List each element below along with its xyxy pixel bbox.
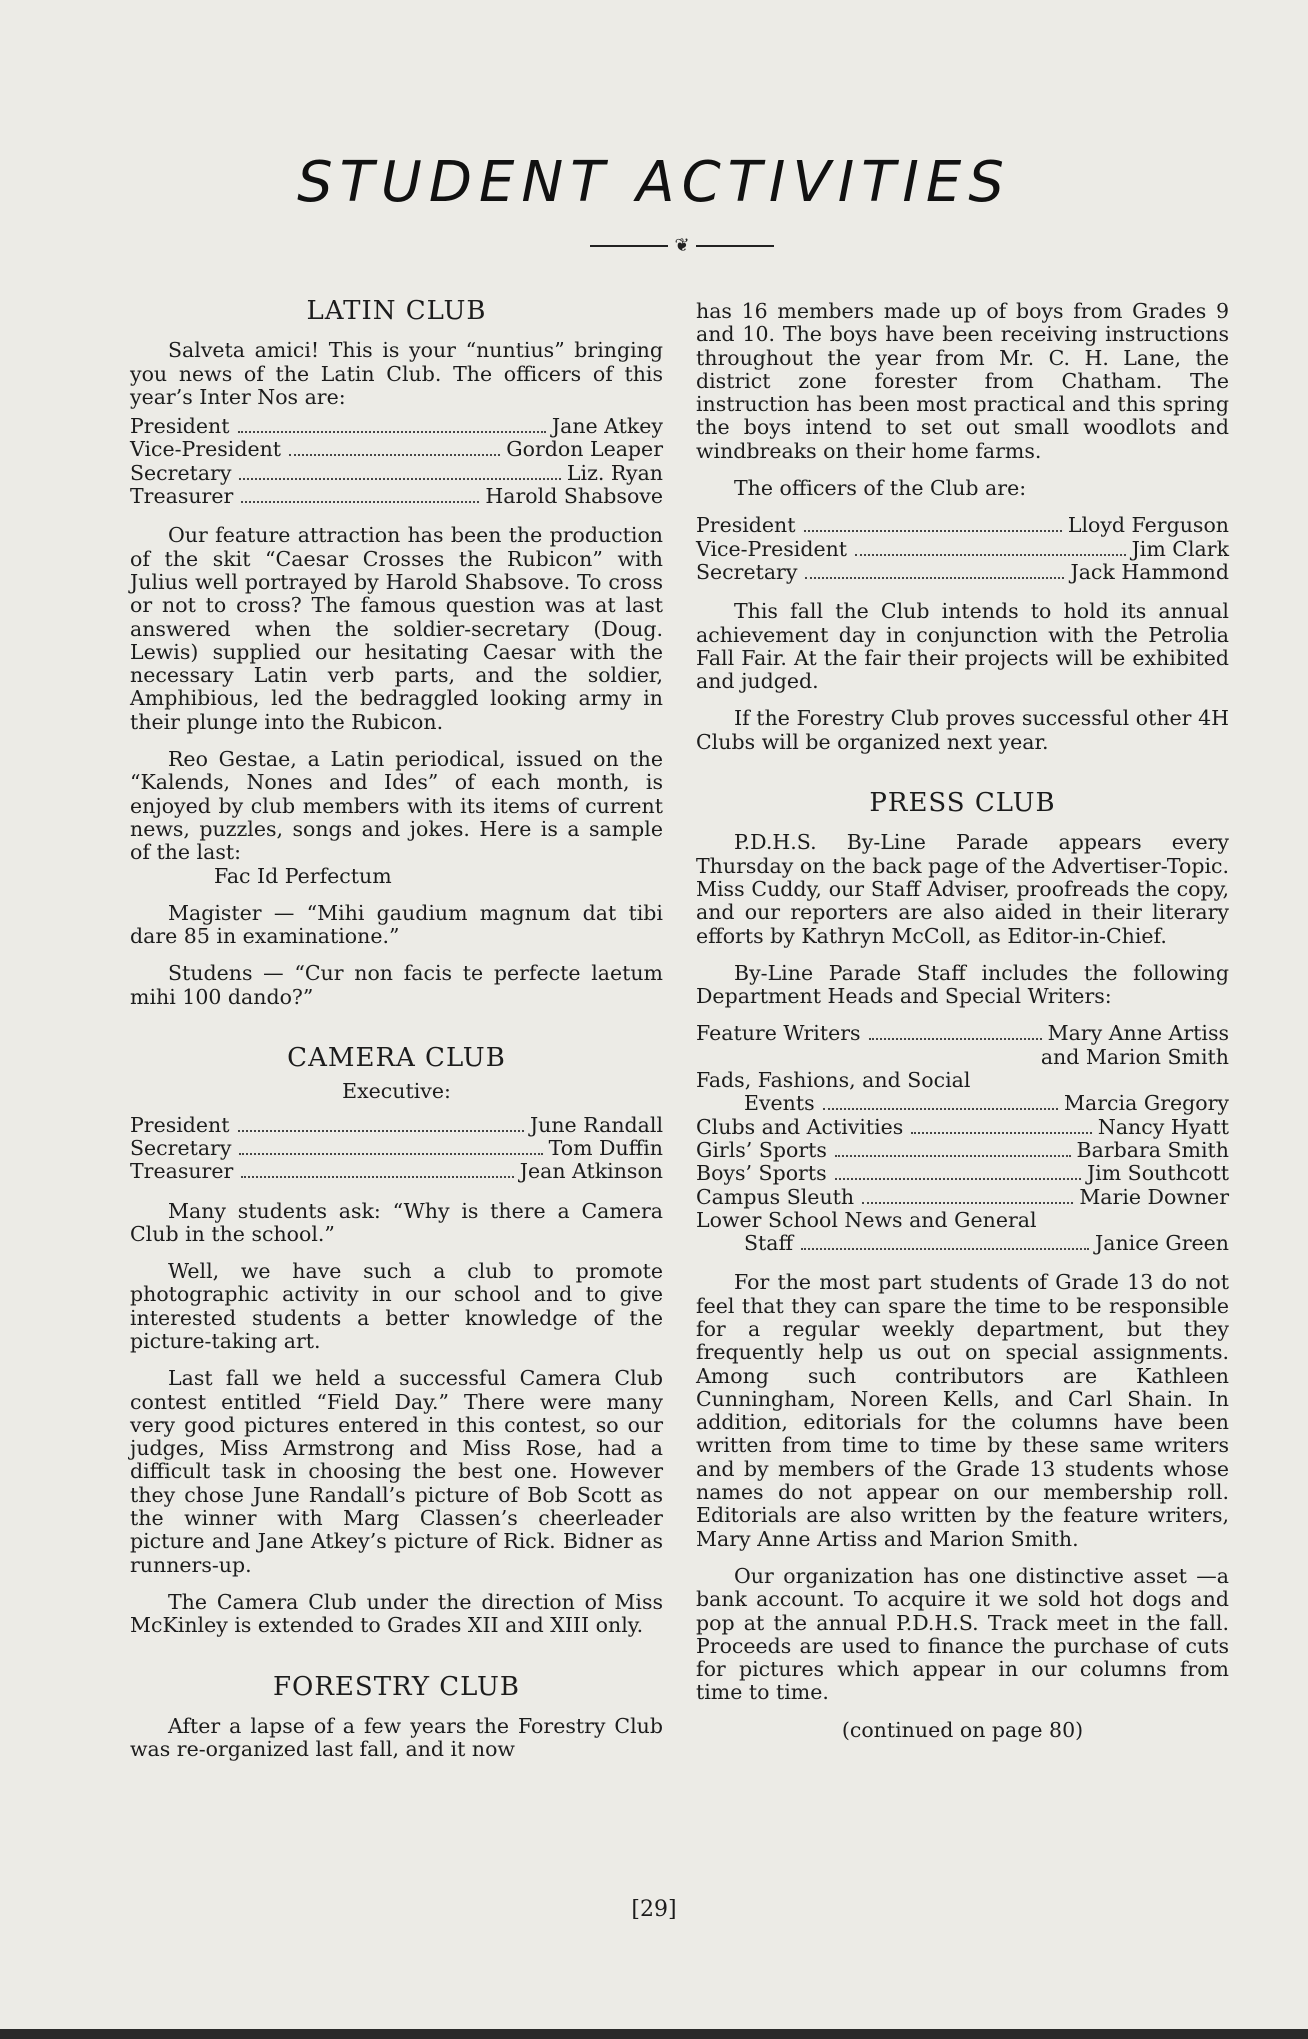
leader-dots	[239, 478, 560, 480]
leader-dots	[241, 1176, 513, 1178]
flourish-icon: ❦	[674, 235, 690, 256]
staff-name: Marcia Gregory	[1064, 1091, 1229, 1116]
forestry-club-officers-intro: The officers of the Club are:	[734, 476, 1027, 501]
officer-role: Secretary	[130, 1135, 232, 1160]
latin-club-sample-title: Fac Id Perfectum	[214, 863, 392, 888]
officer-role: Secretary	[130, 460, 232, 485]
officer-name: Gordon Leaper	[506, 437, 663, 462]
camera-club-subheading: Executive:	[342, 1079, 451, 1104]
leader-dots	[804, 530, 1062, 532]
staff-name: Janice Green	[1095, 1231, 1229, 1256]
press-club-paragraph: By-Line Parade Staff includes the following Department Heads and Special Writers:	[696, 960, 1229, 1009]
leader-dots	[239, 1153, 542, 1155]
latin-club-intro: Salveta amici! This is your “nuntius” bringing you news of the Latin Club. The officers of this year’s Inter Nos are:	[130, 338, 663, 409]
staff-role: Campus Sleuth	[696, 1184, 855, 1209]
right-column	[696, 300, 1229, 1756]
leader-dots	[801, 1248, 1089, 1250]
latin-club-heading: LATIN CLUB	[306, 296, 487, 326]
officer-role: Vice-President	[696, 536, 848, 561]
officer-role: President	[696, 513, 796, 538]
officer-row	[130, 415, 663, 438]
officer-name: Harold Shabsove	[485, 484, 663, 509]
staff-name: Jim Southcott	[1086, 1161, 1229, 1186]
officer-role: Vice-President	[130, 437, 282, 462]
officer-row	[696, 538, 1229, 561]
leader-dots	[805, 577, 1064, 579]
officer-row	[130, 1114, 663, 1137]
staff-role: Girls’ Sports	[696, 1137, 827, 1162]
leader-dots	[835, 1155, 1071, 1157]
forestry-club-heading: FORESTRY CLUB	[272, 1671, 521, 1702]
officer-name: Jim Clark	[1131, 536, 1229, 561]
leader-dots	[862, 1202, 1073, 1204]
officer-name: Jean Atkinson	[519, 1159, 663, 1184]
officer-name: Lloyd Ferguson	[1067, 513, 1229, 538]
officer-name: June Randall	[529, 1112, 663, 1137]
leader-dots	[911, 1132, 1092, 1134]
staff-role-line: Lower School News and General	[696, 1207, 1037, 1232]
camera-club-paragraph: Last fall we held a successful Camera Club contest entitled “Field Day.” There were many very good pictures entered in this contest, so our judges, Miss Armstrong and Miss Rose, had a difficult task in choosing the best one. However they chose June Randall’s picture of Bob Scott as the winner with Marg Classen’s cheerleader picture and Jane Atkey’s picture of Rick. Bidner as runners-up.	[130, 1366, 663, 1577]
camera-club-paragraph: Many students ask: “Why is there a Camera Club in the school.”	[130, 1198, 663, 1246]
staff-role: Staff	[744, 1231, 794, 1256]
press-club-heading: PRESS CLUB	[869, 788, 1056, 819]
latin-club-paragraph: Reo Gestae, a Latin periodical, issued on the “Kalends, Nones and Ides” of each month, is enjoyed by club members with its items of current news, puzzles, songs and jokes. Here is a sample of the last:	[130, 747, 663, 865]
page-number: [29]	[631, 1897, 677, 1922]
staff-role: Feature Writers	[696, 1021, 861, 1046]
bottom-edge-bar	[0, 2029, 1308, 2039]
officer-row	[130, 438, 663, 461]
staff-row	[696, 1232, 1229, 1255]
officer-role: Treasurer	[130, 1159, 234, 1184]
officer-row	[130, 1160, 663, 1183]
forestry-club-officers	[696, 514, 1229, 584]
officer-role: President	[130, 414, 230, 439]
divider-ornament	[590, 236, 774, 256]
staff-name: Barbara Smith	[1076, 1137, 1229, 1162]
divider-rule-right	[696, 245, 774, 247]
staff-name: Mary Anne Artiss	[1047, 1021, 1229, 1046]
leader-dots	[238, 1130, 524, 1132]
camera-club-heading: CAMERA CLUB	[287, 1043, 506, 1074]
officer-row	[130, 485, 663, 508]
officer-row	[696, 561, 1229, 584]
leader-dots	[289, 454, 500, 456]
officer-name: Jack Hammond	[1070, 559, 1229, 584]
officer-row	[696, 514, 1229, 537]
officer-role: President	[130, 1112, 230, 1137]
press-club-staff	[696, 1022, 1229, 1255]
officer-name: Jane Atkey	[551, 414, 663, 439]
leader-dots	[835, 1178, 1081, 1180]
latin-club-paragraph: Studens — “Cur non facis te perfecte laetum mihi 100 dando?”	[130, 961, 663, 1009]
officer-role: Secretary	[696, 559, 798, 584]
staff-row	[696, 1116, 1229, 1139]
camera-club-officers	[130, 1114, 663, 1184]
press-club-paragraph: For the most part students of Grade 13 do not feel that they can spare the time to be responsible for a regular weekly department, but they frequently help us out on special assignments. Among such contributors are Kathleen Cunningham, Noreen Kells, and Carl Shain. In addition, editorials for the columns have been written from time to time by these same writers and by members of the Grade 13 students whose names do not appear on our membership roll. Editorials are also written by the feature writers, Mary Anne Artiss and Marion Smith.	[696, 1270, 1229, 1551]
leader-dots	[823, 1108, 1058, 1110]
forestry-club-paragraph-continued: has 16 members made up of boys from Grades 9 and 10. The boys have been receiving instructions throughout the year from Mr. C. H. Lane, the district zone forester from Chatham. The instruction has been most practical and this spring the boys intend to set out small woodlots and windbreaks on their home farms.	[696, 299, 1229, 463]
staff-name: Nancy Hyatt	[1097, 1114, 1229, 1139]
leader-dots	[869, 1038, 1042, 1040]
latin-club-paragraph: Magister — “Mihi gaudium magnum dat tibi dare 85 in examinatione.”	[130, 900, 663, 949]
leader-dots	[241, 501, 479, 503]
staff-name: Marie Downer	[1079, 1184, 1229, 1209]
press-club-paragraph: P.D.H.S. By-Line Parade appears every Thursday on the back page of the Advertiser-Topic. Miss Cuddy, our Staff Adviser, proofreads the copy, and our reporters are also aided in their literary efforts by Kathryn McColl, as Editor-in-Chief.	[696, 830, 1229, 948]
staff-row	[696, 1162, 1229, 1185]
staff-role-line: Fads, Fashions, and Social	[696, 1068, 971, 1093]
page-title: STUDENT ACTIVITIES	[297, 150, 1011, 215]
staff-role: Boys’ Sports	[696, 1161, 827, 1186]
officer-row	[130, 462, 663, 485]
staff-row	[696, 1092, 1229, 1115]
forestry-club-paragraph-start: After a lapse of a few years the Forestry Club was re-organized last fall, and it now	[130, 1714, 663, 1762]
forestry-club-paragraph: If the Forestry Club proves successful other 4H Clubs will be organized next year.	[696, 706, 1229, 754]
officer-name: Liz. Ryan	[566, 460, 663, 485]
leader-dots	[238, 431, 546, 433]
staff-row	[696, 1186, 1229, 1209]
continued-note: (continued on page 80)	[841, 1717, 1084, 1742]
divider-rule-left	[590, 245, 668, 247]
officer-name: Tom Duffin	[548, 1135, 663, 1160]
staff-role: Events	[744, 1091, 815, 1116]
officer-role: Treasurer	[130, 484, 234, 509]
left-column	[130, 296, 663, 1775]
leader-dots	[855, 554, 1126, 556]
latin-club-officers	[130, 415, 663, 508]
latin-club-paragraph: Our feature attraction has been the production of the skit “Caesar Crosses the Rubicon” with Julius well portrayed by Harold Shabsove. To cross or not to cross? The famous question was at last answered when the soldier-secretary (Doug. Lewis) supplied our hesitating Caesar with the necessary Latin verb parts, and the soldier, Amphibious, led the bedraggled looking army in their plunge into the Rubicon.	[130, 523, 663, 734]
forestry-club-paragraph: This fall the Club intends to hold its annual achievement day in conjunction with the Petrolia Fall Fair. At the fair their projects will be exhibited and judged.	[696, 599, 1229, 694]
staff-row	[696, 1022, 1229, 1045]
camera-club-paragraph: Well, we have such a club to promote photographic activity in our school and to give interested students a better knowledge of the picture-taking art.	[130, 1259, 663, 1353]
camera-club-paragraph: The Camera Club under the direction of Miss McKinley is extended to Grades XII and XIII only.	[130, 1589, 663, 1638]
staff-row	[696, 1139, 1229, 1162]
staff-name-continued: and Marion Smith	[1040, 1044, 1229, 1069]
officer-row	[130, 1137, 663, 1160]
staff-role: Clubs and Activities	[696, 1114, 904, 1139]
press-club-paragraph: Our organization has one distinctive asset —a bank account. To acquire it we sold hot dogs and pop at the annual P.D.H.S. Track meet in the fall. Proceeds are used to finance the purchase of cuts for pictures which appear in our columns from time to time.	[696, 1563, 1229, 1705]
